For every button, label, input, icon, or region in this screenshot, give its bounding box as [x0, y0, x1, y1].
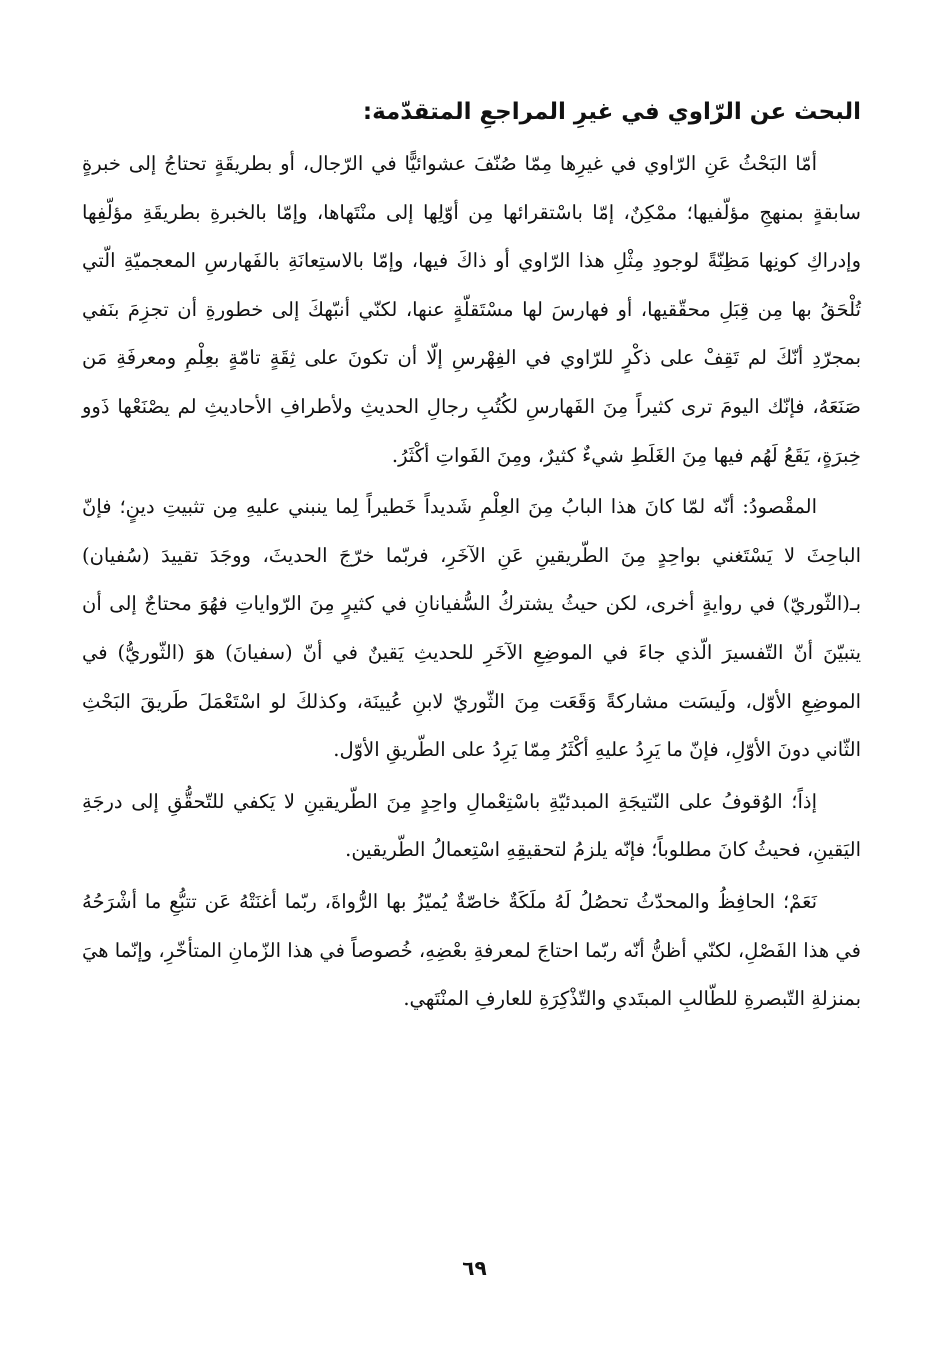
- paragraph-4: نَعَمْ؛ الحافِظُ والمحدّثُ تحصُلُ لَهُ ملَكَةٌ خاصّةٌ يُميّزُ بها الرُّواةَ، ربّما أغنَتْهُ عَن تتبُّعِ ما أشْرَحُهُ في هذا الفَصْلِ، لكنّي أظنُّ أنّه ربّما احتاجَ لمعرفةِ بعْضِهِ، خُصوصاً في هذا الزّمانِ المتأخّرِ، وإنّما هيَ بمنزلةِ التّبصرةِ للطّالبِ المبتَدي والتّذْكِرَةِ للعارفِ المنْتَهي.: [82, 889, 861, 1011]
- page-number: ٦٩: [462, 1256, 487, 1280]
- paragraph-3: إذاً؛ الوُقوفُ على النّتيجَةِ المبدئيّةِ باسْتِعْمالِ واحِدٍ مِنَ الطّريقينِ لا يَكفي للتّحقُّقِ إلى درجَةِ اليَقينِ، فحيثُ كانَ مطلوباً؛ فإنّه يلزمُ لتحقيقِهِ اسْتِعمالُ الطّريقين.: [82, 789, 861, 862]
- paragraph-2: المقْصودُ: أنّه لمّا كانَ هذا البابُ مِنَ العِلْمِ شَديداً خَطيراً لِما ينبني عليهِ مِن تثبيتِ دينٍ؛ فإنّ الباحِثَ لا يَسْتَغني بواحِدٍ مِنَ الطّريقينِ عَنِ الآخَرِ، فربّما خرّجَ الحديثَ، ووجَدَ تقييدَ (سُفيان) بـ(الثّوريّ) في روايةٍ أخرى، لكن حيثُ يشتركُ السُّفيانانِ في كثيرٍ مِنَ الرّواياتِ فهُوَ محتاجٌ إلى أن يتبيّنَ أنّ التّفسيرَ الّذي جاءَ في الموضِعِ الآخَرِ للحديثِ يَقينٌ في أنّ (سفيانَ) هوَ (الثّوريُّ) في الموضِعِ الأوّل، ولَيسَت مشاركةً وَقَعَت مِنَ الثّوريّ لابنِ عُيينَة، وكذلكَ لو اسْتَعْمَلَ طَريقَ البَحْثِ الثّاني دونَ الأوّلِ، فإنّ ما يَرِدُ عليهِ أكْثَرُ مِمّا يَرِدُ على الطّريقِ الأوّل.: [82, 495, 862, 762]
- section-heading: البحث عن الرّاوي في غيرِ المراجعِ المتقدّمة:: [362, 99, 861, 125]
- paragraph-1: أمّا البَحْثُ عَنِ الرّاوي في غيرِها مِمّا صُنّفَ عشوائيًّا في الرّجال، أو بطريقَةٍ تحتاجُ إلى خبرةٍ سابقةٍ بمنهجِ مؤلّفيها؛ ممْكِنٌ، إمّا باسْتقرائها مِن أوّلِها إلى منْتَهاها، وإمّا بالخبرةِ بطريقَةِ مؤلّفِها وإدراكِ كونِها مَظِنّةً لوجودِ مِثْلِ هذا الرّاوي أو ذاكَ فيها، وإمّا بالاستِعانَةِ بالفَهارسِ المعجميّةِ الّتي تُلْحَقُ بها مِن قِبَلِ محقّقيها، أو فهارسَ لها مسْتَقلّةٍ عنها، لكنّي أنبّهكَ إلى خطورةِ أن تجزِمَ بنَفي بمجرّدِ أنّكَ لم تَقِفْ على ذكْرٍ للرّاوي في الفِهْرسِ إلّا أن تكونَ على ثِقَةٍ تامّةٍ بعِلْمِ ومعرفَةِ مَن صَنَعَهُ، فإنّك اليومَ ترى كثيراً مِنَ الفَهارسِ لكُتُبِ رجالِ الحديثِ ولأطرافِ الأحاديثِ لم يصْنَعْها ذَوو خِبرَةٍ، يَقَعُ لَهُم فيها مِنَ الغَلَطِ شيءٌ كثيرٌ، ومِنَ الفَواتِ أكْثَرُ.: [82, 152, 861, 467]
